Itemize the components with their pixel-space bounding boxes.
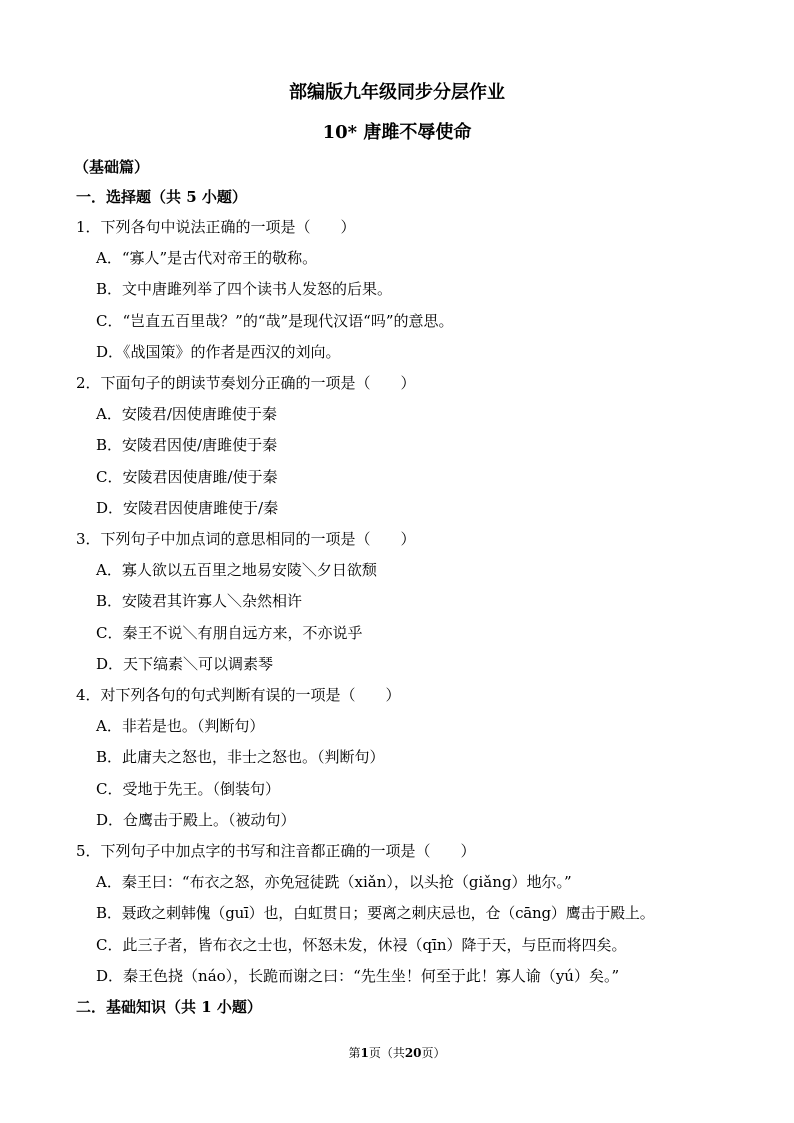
question-1-stem: 1．下列各句中说法正确的一项是（ ） xyxy=(76,218,356,236)
question-2-option-c: C．安陵君因使唐雎/使于秦 xyxy=(96,468,278,486)
question-3-option-d: D．天下缟素＼可以调素琴 xyxy=(96,655,274,673)
lesson-title: 10* 唐雎不辱使命 xyxy=(322,122,472,143)
question-1-option-d: D．《战国策》的作者是西汉的刘向。 xyxy=(96,343,341,361)
question-1-option-a: A．“寡人”是古代对帝王的敬称。 xyxy=(96,249,318,267)
footer-suffix: 页） xyxy=(421,1046,446,1060)
question-2-stem: 2．下面句子的朗读节奏划分正确的一项是（ ） xyxy=(76,374,416,392)
question-4-option-a: A．非若是也。（判断句） xyxy=(96,717,265,735)
question-3-stem: 3．下列句子中加点词的意思相同的一项是（ ） xyxy=(76,530,416,548)
page-footer xyxy=(0,1044,794,1061)
part1-heading: 一．选择题（共 5 小题） xyxy=(76,188,247,206)
section-basic-label: （基础篇） xyxy=(74,158,150,176)
footer-page-number: 1 xyxy=(360,1046,369,1060)
question-3-option-c: C．秦王不说＼有朋自远方来，不亦说乎 xyxy=(96,624,363,642)
question-4-option-d: D．仓鹰击于殿上。（被动句） xyxy=(96,811,296,829)
footer-total-pages: 20 xyxy=(404,1046,422,1060)
question-1-option-c: C．“岂直五百里哉？”的“哉”是现代汉语“吗”的意思。 xyxy=(96,312,454,330)
question-5-option-c: C．此三子者，皆布衣之士也，怀怒未发，休祲（qīn）降于天，与臣而将四矣。 xyxy=(96,936,627,954)
question-2-option-d: D．安陵君因使唐雎使于/秦 xyxy=(96,499,279,517)
question-3-option-b: B．安陵君其许寡人＼杂然相许 xyxy=(96,592,303,610)
question-2-option-b: B．安陵君因使/唐雎使于秦 xyxy=(96,436,278,454)
question-1-option-b: B．文中唐雎列举了四个读书人发怒的后果。 xyxy=(96,280,393,298)
question-5-option-a: A．秦王曰：“布衣之怒，亦免冠徒跣（xiǎn），以头抢（giǎng）地尔。” xyxy=(96,873,572,891)
part2-heading: 二．基础知识（共 1 小题） xyxy=(76,998,262,1016)
footer-prefix: 第 xyxy=(348,1046,361,1060)
question-5-option-d: D．秦王色挠（náo），长跪而谢之曰：“先生坐！何至于此！寡人谕（yú）矣。” xyxy=(96,967,620,985)
question-4-option-c: C．受地于先王。（倒装句） xyxy=(96,780,280,798)
question-5-option-b: B．聂政之刺韩傀（guī）也，白虹贯日；要离之刺庆忌也，仓（cāng）鹰击于殿上。 xyxy=(96,904,655,922)
question-5-stem: 5．下列句子中加点字的书写和注音都正确的一项是（ ） xyxy=(76,842,476,860)
page-title: 部编版九年级同步分层作业 xyxy=(289,82,505,103)
question-3-option-a: A．寡人欲以五百里之地易安陵＼夕日欲颓 xyxy=(96,561,377,579)
question-4-stem: 4．对下列各句的句式判断有误的一项是（ ） xyxy=(76,686,401,704)
question-2-option-a: A．安陵君/因使唐雎使于秦 xyxy=(96,405,277,423)
question-4-option-b: B．此庸夫之怒也，非士之怒也。（判断句） xyxy=(96,748,385,766)
footer-mid: 页（共 xyxy=(368,1046,405,1060)
